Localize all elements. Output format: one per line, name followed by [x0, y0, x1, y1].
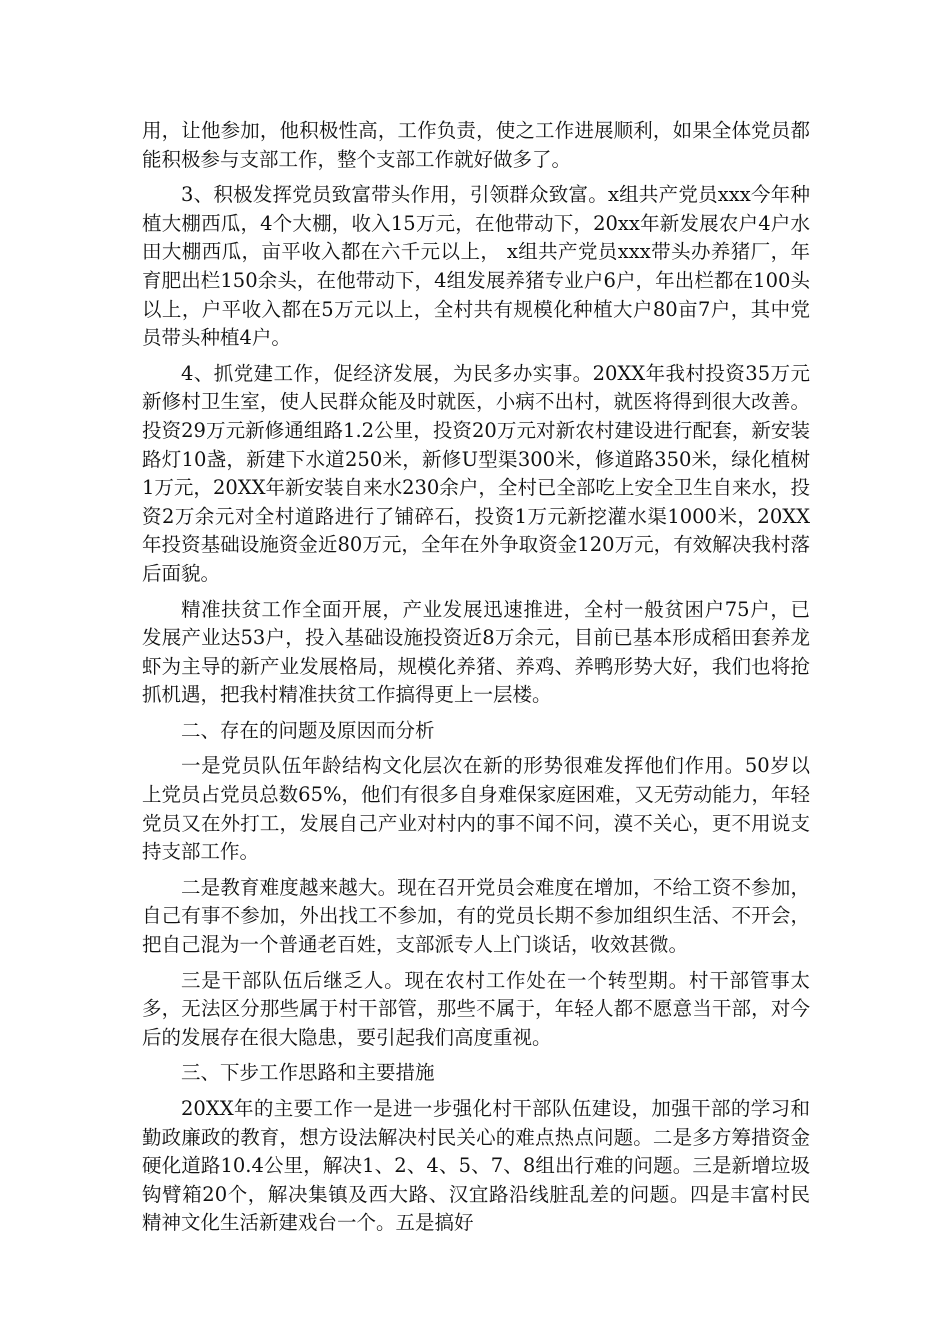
paragraph-poverty-alleviation: 精准扶贫工作全面开展，产业发展迅速推进，全村一般贫困户75户，已发展产业达53户，投入基础设施投资近8万余元，目前已基本形成稻田套养龙虾为主导的新产业发展格局，规模化养猪、养鸡、养鸭形势大好，我们也将抢抓机遇，把我村精准扶贫工作搞得更上一层楼。 [142, 597, 810, 707]
document-body [142, 117, 810, 1245]
paragraph-problem-3: 三是干部队伍后继乏人。现在农村工作处在一个转型期。村干部管事太多，无法区分那些属于村干部管，那些不属于，年轻人都不愿意当干部，对今后的发展存在很大隐患，要引起我们高度重视。 [142, 968, 810, 1049]
paragraph-point-3: 3、积极发挥党员致富带头作用，引领群众致富。x组共产党员xxx今年种植大棚西瓜，4个大棚，收入15万元，在他带动下，20xx年新发展农户4户水田大棚西瓜，亩平收入都在六千元以上， x组共产党员xxx带头办养猪厂，年育肥出栏150余头，在他带动下，4组发展养猪专业户6户，年出栏都在100头以上，户平收入都在5万元以上，全村共有规模化种植大户80亩7户，其中党员带头种植4户。 [142, 183, 810, 350]
section-heading-next-steps: 三、下步工作思路和主要措施 [181, 1061, 435, 1085]
paragraph-problem-1: 一是党员队伍年龄结构文化层次在新的形势很难发挥他们作用。50岁以上党员占党员总数65%，他们有很多自身难保家庭困难，又无劳动能力，年轻党员又在外打工，发展自己产业对村内的事不闻不问，漠不关心，更不用说支持支部工作。 [142, 754, 810, 864]
paragraph-point-4: 4、抓党建工作，促经济发展，为民多办实事。20XX年我村投资35万元新修村卫生室，使人民群众能及时就医，小病不出村，就医将得到很大改善。投资29万元新修通组路1.2公里，投资20万元对新农村建设进行配套，新安装路灯10盏，新建下水道250米，新修U型渠300米，修道路350米，绿化植树1万元，20XX年新安装自来水230余户，全村已全部吃上安全卫生自来水，投资2万余元对全村道路进行了铺碎石，投资1万元新挖灌水渠1000米，20XX年投资基础设施资金近80万元，全年在外争取资金120万元，有效解决我村落后面貌。 [142, 361, 810, 585]
paragraph-next-steps: 20XX年的主要工作一是进一步强化村干部队伍建设，加强干部的学习和勤政廉政的教育，想方设法解决村民关心的难点热点问题。二是多方筹措资金硬化道路10.4公里，解决1、2、4、5、7、8组出行难的问题。三是新增垃圾钩臂箱20个，解决集镇及西大路、汉宜路沿线脏乱差的问题。四是丰富村民精神文化生活新建戏台一个。五是搞好 [142, 1097, 810, 1235]
paragraph-continuation: 用，让他参加，他积极性高，工作负责，使之工作进展顺利，如果全体党员都能积极参与支部工作，整个支部工作就好做多了。 [142, 119, 810, 171]
paragraph-problem-2: 二是教育难度越来越大。现在召开党员会难度在增加，不给工资不参加，自己有事不参加，外出找工不参加，有的党员长期不参加组织生活、不开会，把自己混为一个普通老百姓，支部派专人上门谈话，收效甚微。 [142, 875, 810, 957]
section-heading-problems: 二、存在的问题及原因而分析 [181, 718, 435, 742]
